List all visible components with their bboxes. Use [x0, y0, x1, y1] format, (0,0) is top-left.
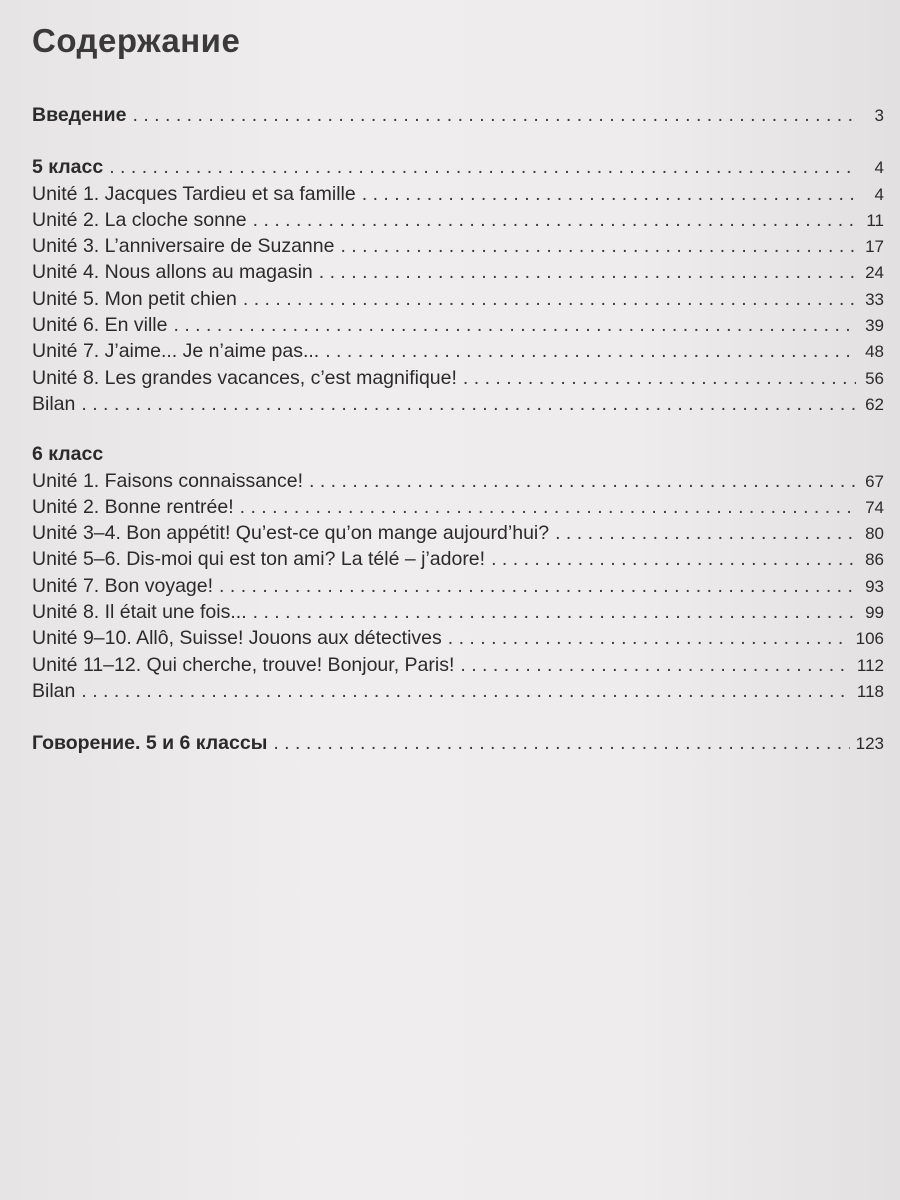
- toc-entry-page: 17: [865, 237, 884, 257]
- toc-entry-page: 3: [874, 106, 884, 125]
- toc-entry: [32, 338, 884, 364]
- dot-leader: [173, 312, 856, 338]
- dot-leader: [109, 154, 856, 180]
- toc-entry-label: Unité 5–6. Dis-moi qui est ton ami? La télé – j’adore!: [32, 548, 486, 571]
- toc-entry-label: Bilan: [32, 392, 76, 415]
- toc-entry-label: Unité 8. Les grandes vacances, c’est magnifique!: [32, 366, 457, 389]
- dot-leader: [325, 338, 856, 364]
- dot-leader: [309, 468, 856, 494]
- toc-entry-page: 4: [874, 158, 884, 178]
- toc-entry-label: Unité 2. Bonne rentrée!: [32, 495, 234, 518]
- dot-leader: [273, 730, 849, 756]
- toc-entry: [32, 625, 884, 651]
- dot-leader: [253, 207, 856, 233]
- toc-entry-page: 33: [865, 289, 884, 309]
- dot-leader: [243, 286, 856, 312]
- toc-section-grade-6: [32, 441, 884, 467]
- toc-entry-label: Unité 6. En ville: [32, 314, 168, 337]
- dot-leader: [340, 233, 856, 259]
- toc-entry-label: Unité 7. J’aime... Je n’aime pas...: [32, 340, 320, 363]
- toc-entry-label: Unité 4. Nous allons au magasin: [32, 261, 313, 284]
- page-title: Содержание: [32, 22, 241, 59]
- toc-entry-label: Unité 7. Bon voyage!: [32, 574, 214, 597]
- toc-entry-bilan: [32, 678, 884, 704]
- toc-entry-page: 62: [865, 394, 884, 414]
- toc-entry-page: 56: [865, 368, 884, 388]
- toc-entry-page: 74: [865, 497, 884, 517]
- dot-leader: [491, 546, 856, 572]
- toc-entry-page: 86: [865, 550, 884, 570]
- toc-entry-page: 93: [865, 576, 884, 596]
- dot-leader: [133, 102, 857, 128]
- toc-entry-label: Unité 9–10. Allô, Suisse! Jouons aux détectives: [32, 627, 442, 650]
- toc-entry: [32, 652, 884, 678]
- toc-entry: [32, 286, 884, 312]
- toc-entry-page: 48: [865, 342, 884, 362]
- dot-leader: [448, 625, 850, 651]
- toc-entry-page: 67: [865, 471, 884, 491]
- toc-entry-label: Unité 3. L’anniversaire de Suzanne: [32, 235, 335, 258]
- toc-entry-label: Unité 1. Jacques Tardieu et sa famille: [32, 182, 356, 205]
- toc-entry-label: 5 класс: [32, 156, 104, 179]
- toc-entry-page: 11: [866, 210, 884, 230]
- dot-leader: [362, 181, 856, 207]
- dot-leader: [253, 599, 856, 625]
- toc-entry-page: 24: [865, 263, 884, 283]
- toc-entry-page: 99: [865, 603, 884, 623]
- toc-entry-label: Unité 11–12. Qui cherche, trouve! Bonjour, Paris!: [32, 653, 455, 676]
- toc-entry-label: Unité 5. Mon petit chien: [32, 287, 237, 310]
- toc-entry-page: 39: [865, 316, 884, 336]
- toc-entry: [32, 365, 884, 391]
- dot-leader: [460, 652, 851, 678]
- toc-entry: [32, 599, 884, 625]
- toc-entry-label: Unité 2. La cloche sonne: [32, 208, 247, 231]
- toc-entry: [32, 520, 884, 546]
- toc-entry: [32, 207, 884, 233]
- dot-leader: [240, 494, 856, 520]
- dot-leader: [463, 365, 856, 391]
- toc-section-grade-5: [32, 154, 884, 180]
- dot-leader: [81, 391, 856, 417]
- toc-entry-label: Bilan: [32, 679, 76, 702]
- toc-entry: [32, 312, 884, 338]
- toc-entry: [32, 233, 884, 259]
- toc-entry: [32, 494, 884, 520]
- toc-entry-label: Unité 8. Il était une fois...: [32, 601, 247, 624]
- toc-entry-page: 123: [855, 734, 884, 754]
- toc-entry-page: 80: [865, 524, 884, 544]
- toc-entry: [32, 259, 884, 285]
- toc-entry-speaking: [32, 730, 884, 756]
- toc-entry-page: 4: [874, 184, 884, 204]
- toc-entry-label: Unité 3–4. Bon appétit! Qu’est-ce qu’on mange aujourd’hui?: [32, 522, 550, 545]
- table-of-contents: [32, 102, 884, 757]
- toc-entry-bilan: [32, 391, 884, 417]
- toc-entry-introduction: [32, 102, 884, 128]
- dot-leader: [81, 678, 851, 704]
- dot-leader: [555, 520, 856, 546]
- toc-entry: [32, 546, 884, 572]
- toc-entry-label: Unité 1. Faisons connaissance!: [32, 469, 303, 492]
- dot-leader: [319, 259, 856, 285]
- toc-entry-page: 112: [856, 655, 884, 675]
- toc-entry-label: Говорение. 5 и 6 классы: [32, 732, 268, 755]
- toc-entry: [32, 468, 884, 494]
- toc-entry: [32, 573, 884, 599]
- toc-entry-label: 6 класс: [32, 443, 104, 466]
- toc-entry-page: 106: [855, 629, 884, 649]
- toc-entry: [32, 181, 884, 207]
- dot-leader: [219, 573, 856, 599]
- toc-entry-label: Введение: [32, 104, 127, 126]
- toc-entry-page: 118: [856, 681, 884, 701]
